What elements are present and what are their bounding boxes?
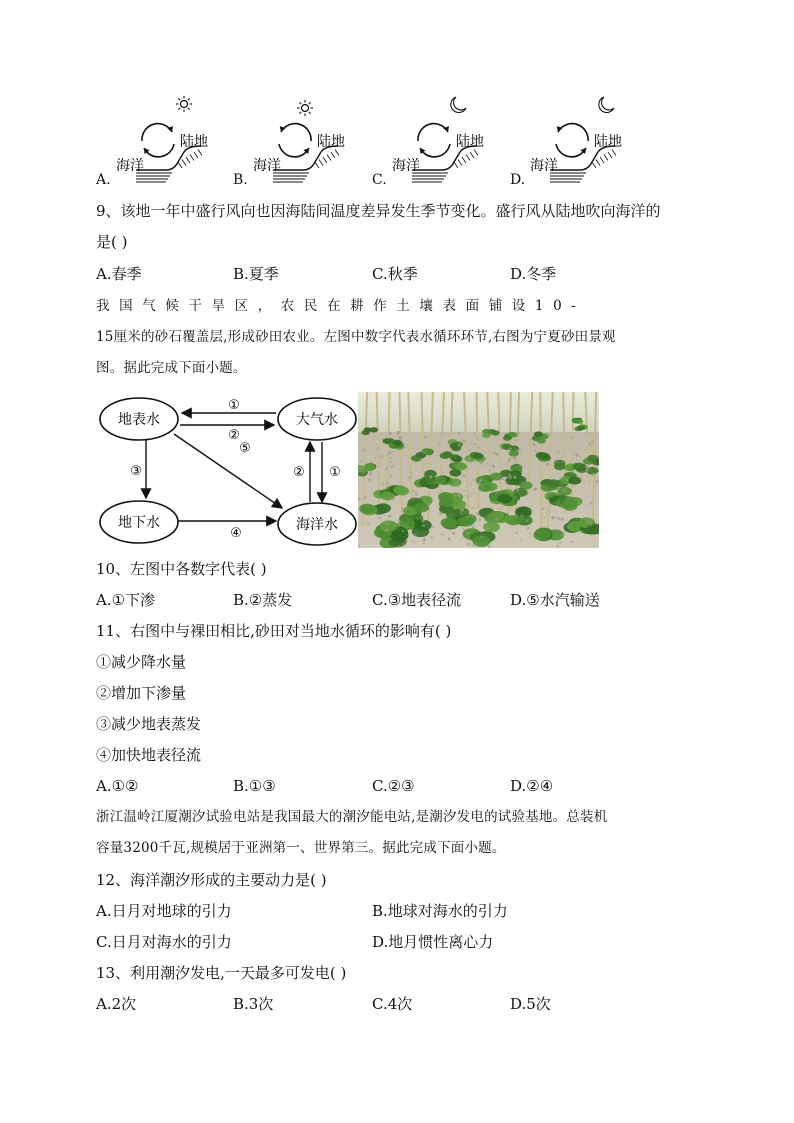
land-label: 陆地 — [594, 134, 622, 150]
q11-stem: 11、右图中与裸田相比,砂田对当地水循环的影响有( ) — [96, 622, 452, 640]
q8-option-d[interactable] — [510, 92, 640, 192]
land-label: 陆地 — [180, 134, 208, 150]
q13-option-d[interactable]: D.5次 — [510, 995, 551, 1013]
num-4: ④ — [230, 526, 242, 541]
q9-stem-cont: 是( ) — [96, 233, 128, 251]
num-2-top: ② — [228, 428, 240, 443]
q10-option-b[interactable]: B.②蒸发 — [233, 591, 293, 609]
sea-label: 海洋 — [253, 158, 281, 174]
q12-option-b[interactable]: B.地球对海水的引力 — [372, 902, 508, 920]
q9-option-c[interactable]: C.秋季 — [372, 265, 418, 283]
q11-item-2: ②增加下渗量 — [96, 684, 187, 702]
land-label: 陆地 — [317, 134, 345, 150]
label-ground-water: 地下水 — [118, 515, 160, 531]
sand-field-photo — [358, 392, 599, 548]
clockwise-circulation-icon — [418, 124, 450, 157]
water-cycle-diagram — [96, 390, 358, 550]
q11-option-b[interactable]: B.①③ — [233, 777, 276, 795]
q9-stem: 9、该地一年中盛行风向也因海陆间温度差异发生季节变化。盛行风从陆地吹向海洋的 — [96, 202, 661, 220]
num-1-top: ① — [228, 398, 240, 413]
passage2-line2: 容量3200千瓦,规模居于亚洲第一、世界第三。据此完成下面小题。 — [96, 840, 506, 856]
moon-icon — [451, 97, 466, 112]
q11-item-4: ④加快地表径流 — [96, 746, 202, 764]
num-5: ⑤ — [239, 441, 251, 456]
arrow-5 — [174, 434, 282, 508]
q12-option-c[interactable]: C.日月对海水的引力 — [96, 933, 232, 951]
q12-stem: 12、海洋潮汐形成的主要动力是( ) — [96, 871, 327, 889]
q11-option-c[interactable]: C.②③ — [372, 777, 415, 795]
q8-option-letter: D. — [510, 172, 526, 188]
q13-option-c[interactable]: C.4次 — [372, 995, 413, 1013]
sun-icon — [176, 96, 192, 112]
counterclockwise-circulation-icon — [556, 124, 588, 157]
num-2-vertical: ② — [293, 465, 305, 480]
moon-icon — [599, 97, 614, 112]
q9-option-b[interactable]: B.夏季 — [233, 265, 279, 283]
q10-stem: 10、左图中各数字代表( ) — [96, 560, 267, 578]
num-3: ③ — [130, 464, 142, 479]
q13-stem: 13、利用潮汐发电,一天最多可发电( ) — [96, 964, 347, 982]
q11-option-a[interactable]: A.①② — [96, 777, 139, 795]
q10-option-c[interactable]: C.③地表径流 — [372, 591, 462, 609]
q11-option-d[interactable]: D.②④ — [510, 777, 554, 795]
label-atmosphere-water: 大气水 — [296, 412, 338, 428]
q8-option-letter: A. — [96, 172, 111, 188]
q8-option-c[interactable] — [372, 92, 502, 192]
q10-option-a[interactable]: A.①下渗 — [96, 591, 156, 609]
passage1-line3: 图。据此完成下面小题。 — [96, 360, 247, 376]
label-ocean-water: 海洋水 — [296, 517, 338, 533]
q8-option-letter: C. — [372, 172, 387, 188]
q9-option-a[interactable]: A.春季 — [96, 265, 142, 283]
q12-option-a[interactable]: A.日月对地球的引力 — [96, 902, 232, 920]
passage1-line1: 我国气候干旱区，农民在耕作土壤表面铺设10- — [96, 298, 586, 314]
land-label: 陆地 — [456, 134, 484, 150]
counterclockwise-circulation-icon — [279, 124, 311, 157]
land-sea-breeze-figure — [96, 92, 221, 184]
sea-label: 海洋 — [392, 158, 420, 174]
passage1-line2: 15厘米的砂石覆盖层,形成砂田农业。左图中数字代表水循环环节,右图为宁夏砂田景观 — [96, 329, 616, 345]
label-surface-water: 地表水 — [118, 412, 160, 428]
q13-option-b[interactable]: B.3次 — [233, 995, 274, 1013]
clockwise-circulation-icon — [142, 124, 174, 157]
num-1-vertical: ① — [329, 465, 341, 480]
land-sea-breeze-figure — [372, 92, 497, 184]
land-sea-breeze-figure — [510, 92, 635, 184]
q13-option-a[interactable]: A.2次 — [96, 995, 137, 1013]
land-sea-breeze-figure — [233, 92, 358, 184]
q11-item-1: ①减少降水量 — [96, 653, 187, 671]
q8-option-b[interactable] — [233, 92, 363, 192]
q11-item-3: ③减少地表蒸发 — [96, 715, 202, 733]
q8-option-a[interactable] — [96, 92, 226, 192]
sea-label: 海洋 — [116, 158, 144, 174]
q10-option-d[interactable]: D.⑤水汽输送 — [510, 591, 600, 609]
q9-option-d[interactable]: D.冬季 — [510, 265, 557, 283]
q8-option-letter: B. — [233, 172, 248, 188]
sea-label: 海洋 — [530, 158, 558, 174]
passage2-line1: 浙江温岭江厦潮汐试验电站是我国最大的潮汐能电站,是潮汐发电的试验基地。总装机 — [96, 809, 608, 825]
q12-option-d[interactable]: D.地月惯性离心力 — [372, 933, 494, 951]
sun-icon — [297, 100, 313, 116]
